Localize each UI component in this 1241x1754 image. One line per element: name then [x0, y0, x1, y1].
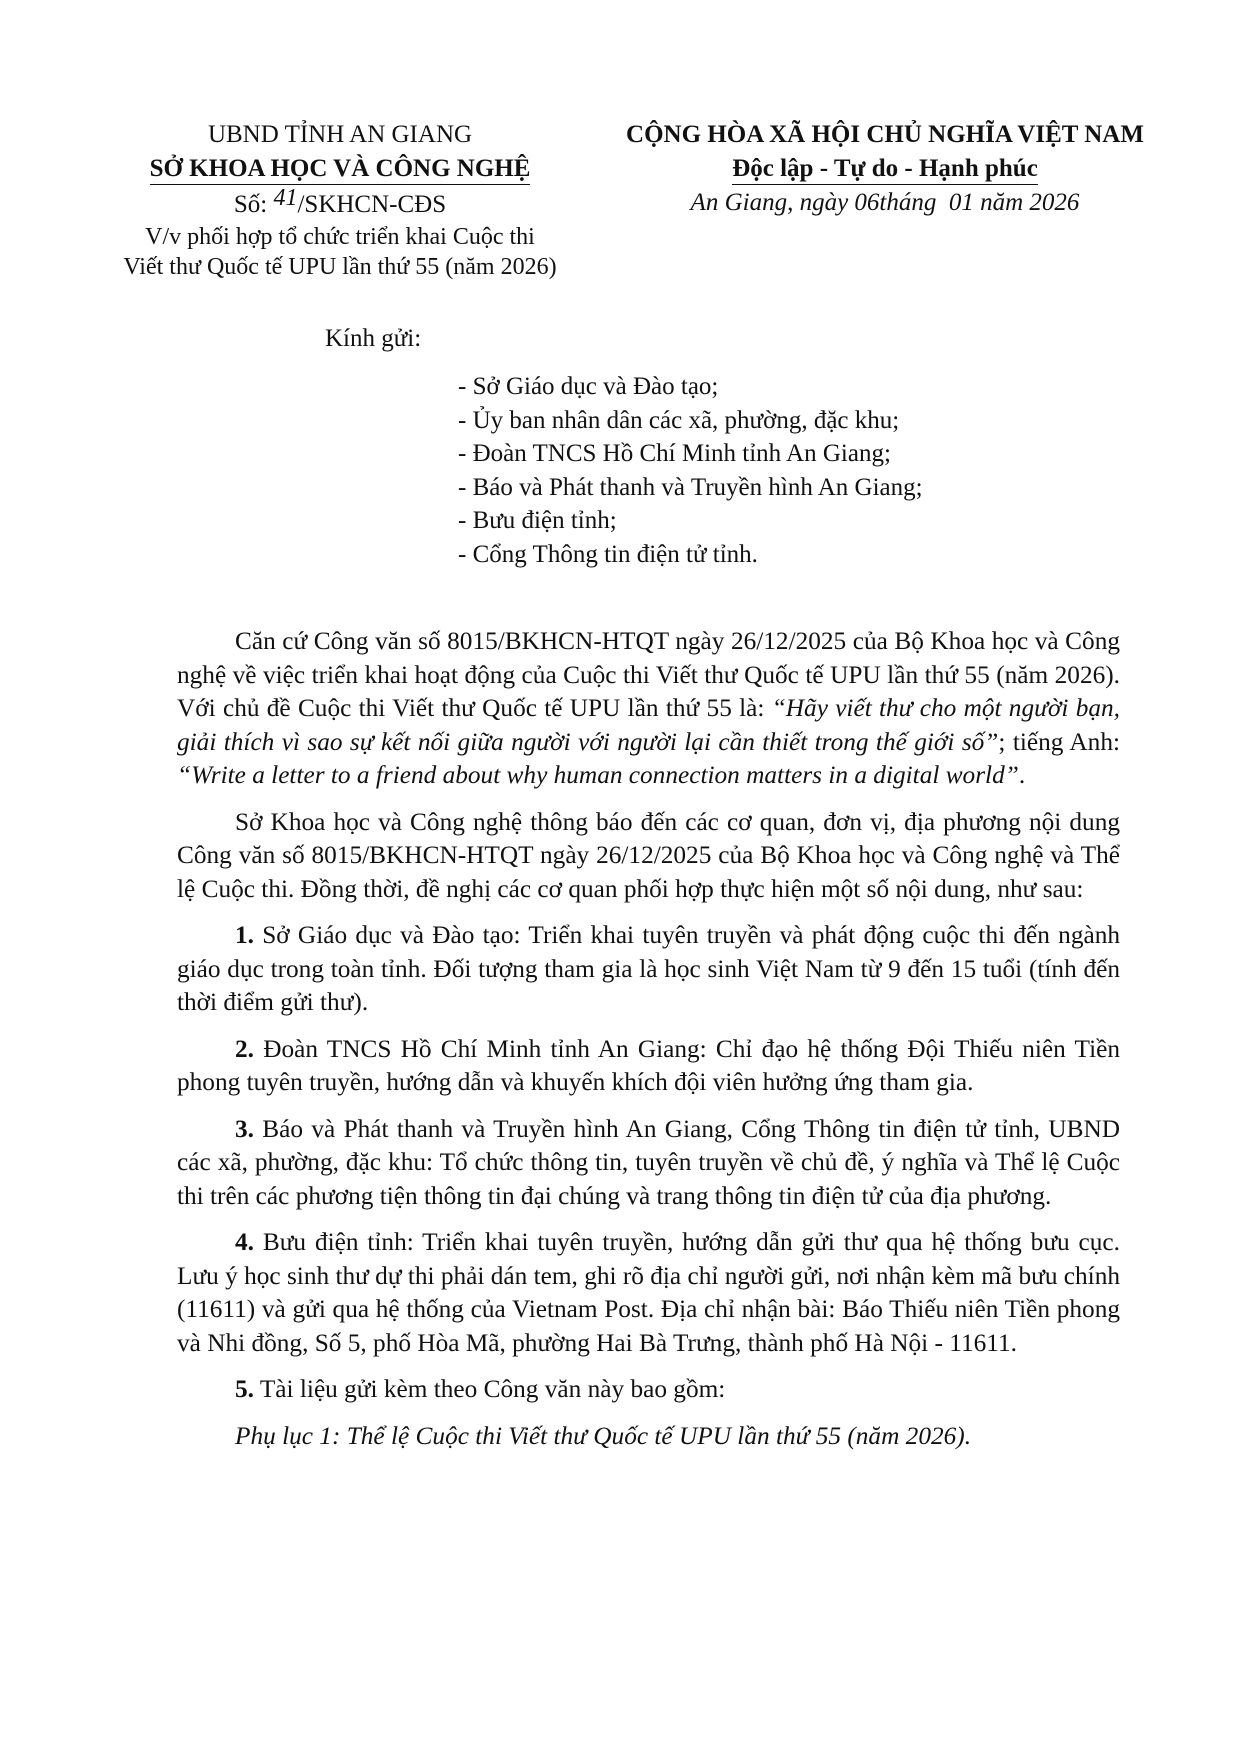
- paragraph-notice: Sở Khoa học và Công nghệ thông báo đến các cơ quan, đơn vị, địa phương nội dung Công văn số 8015/BKHCN-HTQT ngày 26/12/2025 của Bộ Khoa học và Công nghệ và Thể lệ Cuộc thi. Đồng thời, đề nghị các cơ quan phối hợp thực hiện một số nội dung, như sau:: [177, 807, 1120, 903]
- date-day: 06: [854, 189, 880, 216]
- item-2: 2. Đoàn TNCS Hồ Chí Minh tỉnh An Giang: Chỉ đạo hệ thống Đội Thiếu niên Tiền phong tuyên truyền, hướng dẫn và khuyến khích đội viên hưởng ứng tham gia.: [177, 1034, 1120, 1096]
- ref-number-value: 41: [273, 185, 298, 211]
- item-3: 3. Báo và Phát thanh và Truyền hình An Giang, Cổng Thông tin điện tử tỉnh, UBND các xã, phường, đặc khu: Tổ chức thông tin, tuyên truyền về chủ đề, ý nghĩa và Thể lệ Cuộc thi trên các phương tiện thông tin đại chúng và trang thông tin điện tử của địa phương.: [177, 1114, 1120, 1210]
- recipient-item: - Cổng Thông tin điện tử tỉnh.: [458, 540, 758, 568]
- national-header-block: [580, 118, 1190, 220]
- recipient-item: - Bưu điện tỉnh;: [458, 507, 617, 534]
- recipient-list: [458, 370, 923, 571]
- subject-line-1: V/v phối hợp tổ chức triển khai Cuộc thi: [145, 224, 535, 250]
- greeting: Kính gửi:: [325, 325, 422, 352]
- national-motto: Độc lập - Tự do - Hạnh phúc: [732, 154, 1038, 185]
- item-4: 4. Bưu điện tỉnh: Triển khai tuyên truyền, hướng dẫn gửi thư qua hệ thống bưu cục. Lưu ý học sinh thư dự thi phải dán tem, ghi rõ địa chỉ người gửi, nơi nhận kèm mã bưu chính (11611) và gửi qua hệ thống của Vietnam Post. Địa chỉ nhận bài: Báo Thiếu niên Tiền phong và Nhi đồng, Số 5, phố Hòa Mã, phường Hai Bà Trưng, thành phố Hà Nội - 11611.: [177, 1228, 1120, 1357]
- date-month: 01: [948, 189, 974, 216]
- appendix-1: Phụ lục 1: Thể lệ Cuộc thi Viết thư Quốc tế UPU lần thứ 55 (năm 2026).: [235, 1421, 972, 1450]
- letter-body: [177, 625, 1120, 1466]
- recipient-item: - Sở Giáo dục và Đào tạo;: [458, 373, 719, 400]
- item-5: 5. Tài liệu gửi kèm theo Công văn này bao gồm:: [235, 1375, 726, 1403]
- reference-number: Số: 41/SKHCN-CĐS: [233, 185, 447, 218]
- item-1: 1. Sở Giáo dục và Đào tạo: Triển khai tuyên truyền và phát động cuộc thi đến ngành giáo dục trong toàn tỉnh. Đối tượng tham gia là học sinh Việt Nam từ 9 đến 15 tuổi (tính đến thời điểm gửi thư).: [177, 921, 1120, 1016]
- issuing-agency-block: [110, 118, 570, 282]
- issue-date: An Giang, ngày 06tháng 01 năm 2026: [690, 189, 1080, 216]
- agency-parent: UBND TỈNH AN GIANG: [207, 121, 473, 148]
- subject-line-2: Viết thư Quốc tế UPU lần thứ 55 (năm 2026): [123, 254, 557, 280]
- recipient-item: - Đoàn TNCS Hồ Chí Minh tỉnh An Giang;: [458, 440, 891, 467]
- recipient-item: - Báo và Phát thanh và Truyền hình An Giang;: [458, 473, 923, 501]
- agency-name: SỞ KHOA HỌC VÀ CÔNG NGHỆ: [150, 154, 531, 185]
- nation-name: CỘNG HÒA XÃ HỘI CHỦ NGHĨA VIỆT NAM: [626, 121, 1144, 148]
- theme-english: “Write a letter to a friend about why human connection matters in a digital world”: [177, 761, 1019, 789]
- recipient-item: - Ủy ban nhân dân các xã, phường, đặc khu;: [458, 406, 900, 434]
- paragraph-basis: Căn cứ Công văn số 8015/BKHCN-HTQT ngày 26/12/2025 của Bộ Khoa học và Công nghệ về việc triển khai hoạt động của Cuộc thi Viết thư Quốc tế UPU lần thứ 55 (năm 2026). Với chủ đề Cuộc thi Viết thư Quốc tế UPU lần thứ 55 là: “Hãy viết thư cho một người bạn, giải thích vì sao sự kết nối giữa người với người lại cần thiết trong thế giới số”; tiếng Anh: “Write a letter to a friend about why human connection matters in a digital world”.: [177, 627, 1120, 789]
- theme-vietnamese: “Hãy viết thư cho một người bạn, giải thích vì sao sự kết nối giữa người với người lại cần thiết trong thế giới số”: [177, 694, 1120, 756]
